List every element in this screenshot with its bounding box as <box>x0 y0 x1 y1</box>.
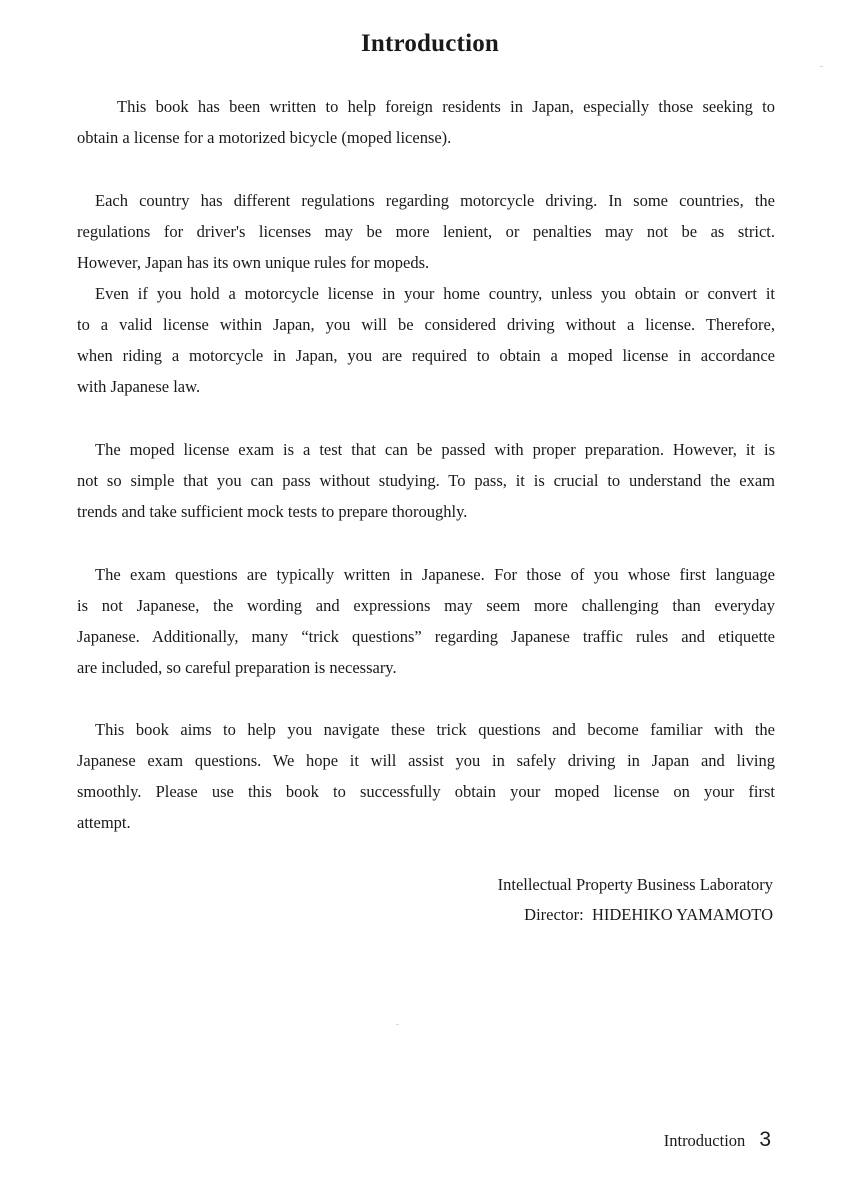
scan-speck <box>820 66 823 67</box>
paragraph-exam-language <box>77 559 775 683</box>
text-line: with Japanese law. <box>77 377 201 396</box>
text-line: regulations for driver's licenses may be more lenient, or penalties may not be as strict. <box>77 222 775 241</box>
paragraph-home-license <box>77 278 775 402</box>
text-line: This book aims to help you navigate these trick questions and become familiar with the <box>95 720 775 739</box>
text-line: The exam questions are typically written in Japanese. For those of you whose first language <box>95 565 775 584</box>
paragraph-exam-preparation <box>77 434 775 527</box>
footer-section-label: Introduction <box>663 1131 746 1150</box>
text-line: obtain a license for a motorized bicycle (moped license). <box>77 128 452 147</box>
text-line: attempt. <box>77 813 131 832</box>
signature-organization: Intellectual Property Business Laboratory <box>497 875 773 894</box>
text-line: However, Japan has its own unique rules for mopeds. <box>77 253 430 272</box>
signature-block <box>498 870 773 930</box>
text-line: Japanese exam questions. We hope it will assist you in safely driving in Japan and living <box>77 751 775 770</box>
page-title: Introduction <box>360 30 500 57</box>
text-line: trends and take sufficient mock tests to prepare thoroughly. <box>77 502 468 521</box>
paragraph-regulations <box>77 185 775 278</box>
text-line: This book has been written to help foreign residents in Japan, especially those seeking to <box>117 97 775 116</box>
paragraph-purpose <box>77 91 775 153</box>
signature-director: Director: HIDEHIKO YAMAMOTO <box>524 905 773 924</box>
text-line: when riding a motorcycle in Japan, you are required to obtain a moped license in accordance <box>77 346 775 365</box>
scan-speck <box>396 1024 399 1025</box>
text-line: Even if you hold a motorcycle license in your home country, unless you obtain or convert it <box>95 284 775 303</box>
paragraph-book-aim <box>77 714 775 838</box>
text-line: smoothly. Please use this book to successfully obtain your moped license on your first <box>77 782 775 801</box>
text-line: to a valid license within Japan, you will be considered driving without a license. Therefore, <box>77 315 775 334</box>
text-line: not so simple that you can pass without studying. To pass, it is crucial to understand the exam <box>77 471 775 490</box>
text-line: Japanese. Additionally, many “trick questions” regarding Japanese traffic rules and etiquette <box>77 627 775 646</box>
page-footer <box>664 1128 771 1152</box>
text-line: is not Japanese, the wording and expressions may seem more challenging than everyday <box>77 596 775 615</box>
text-line: are included, so careful preparation is necessary. <box>77 658 397 677</box>
text-line: Each country has different regulations regarding motorcycle driving. In some countries, the <box>95 191 775 210</box>
text-line: The moped license exam is a test that can be passed with proper preparation. However, it is <box>95 440 775 459</box>
page-number: 3 <box>759 1128 771 1151</box>
